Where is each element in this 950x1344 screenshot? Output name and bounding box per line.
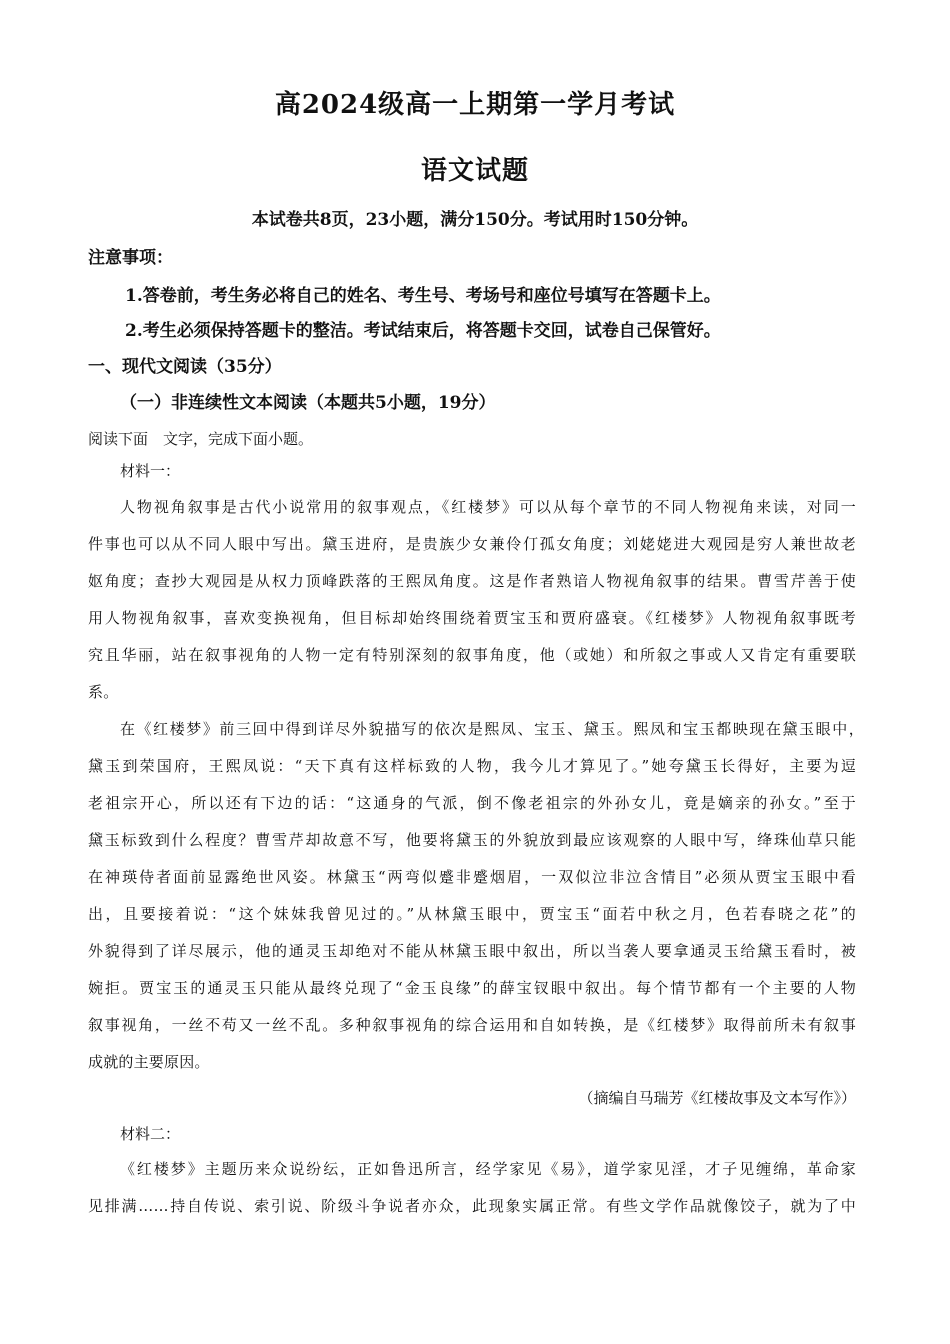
paragraph-line: 见排满……持自传说、索引说、阶级斗争说者亦众，此现象实属正常。有些文学作品就像饺子，就为了中 [88,1197,856,1215]
material-1-source: （摘编自马瑞芳《红楼故事及文本写作》） [578,1089,856,1107]
material-1-label: 材料一： [120,462,181,480]
exam-info: 本试卷共8页，23小题，满分150分。考试用时150分钟。 [251,210,699,230]
paragraph-line: 婉拒。贾宝玉的通灵玉只能从最终兑现了“金玉良缘”的薛宝钗眼中叙出。每个情节都有一个主要的人物 [88,979,856,997]
exam-title: 高2024级高一上期第一学月考试 [274,90,676,120]
subsection-heading: （一）非连续性文本阅读（本题共5小题，19分） [120,393,496,413]
notice-item-1: 1.答卷前，考生务必将自己的姓名、考生号、考场号和座位号填写在答题卡上。 [125,286,721,306]
paragraph-line: 妪角度；查抄大观园是从权力顶峰跌落的王熙凤角度。这是作者熟谙人物视角叙事的结果。曹雪芹善于使 [88,572,856,590]
notice-heading: 注意事项： [88,248,173,268]
paragraph-line: 用人物视角叙事，喜欢变换视角，但目标却始终围绕着贾宝玉和贾府盛衰。《红楼梦》人物视角叙事既考 [88,609,856,627]
paragraph-line: 出，且要接着说：“这个妹妹我曾见过的。”从林黛玉眼中，贾宝玉“面若中秋之月，色若春晓之花”的 [88,905,856,923]
notice-item-2: 2.考生必须保持答题卡的整洁。考试结束后，将答题卡交回，试卷自己保管好。 [125,321,721,341]
paragraph-line: 叙事视角，一丝不苟又一丝不乱。多种叙事视角的综合运用和自如转换，是《红楼梦》取得前所未有叙事 [88,1016,856,1034]
paragraph-line: 在神瑛侍者面前显露绝世风姿。林黛玉“两弯似蹙非蹙烟眉，一双似泣非泣含情目”必须从贾宝玉眼中看 [88,868,856,886]
material-2-label: 材料二： [120,1125,181,1143]
subject-title: 语文试题 [420,156,529,186]
paragraph-line: 究且华丽，站在叙事视角的人物一定有特别深刻的叙事角度，他（或她）和所叙之事或人又肯定有重要联 [88,646,856,664]
paragraph-line: 系。 [88,683,119,701]
reading-instruction: 阅读下面 文字，完成下面小题。 [88,430,314,448]
paragraph-line: 成就的主要原因。 [88,1053,210,1071]
paragraph-line: 《红楼梦》主题历来众说纷纭，正如鲁迅所言，经学家见《易》，道学家见淫，才子见缠绵，革命家 [120,1160,856,1178]
paragraph-line: 老祖宗开心，所以还有下边的话：“这通身的气派，倒不像老祖宗的外孙女儿，竟是嫡亲的孙女。”至于 [88,794,856,812]
paragraph-line: 黛玉标致到什么程度？曹雪芹却故意不写，他要将黛玉的外貌放到最应该观察的人眼中写，绛珠仙草只能 [88,831,856,849]
paragraph-line: 外貌得到了详尽展示，他的通灵玉却绝对不能从林黛玉眼中叙出，所以当袭人要拿通灵玉给黛玉看时，被 [88,942,856,960]
paragraph-line: 黛玉到荣国府，王熙凤说：“天下真有这样标致的人物，我今儿才算见了。”她夸黛玉长得好，主要为逗 [88,757,856,775]
paragraph-line: 件事也可以从不同人眼中写出。黛玉进府，是贵族少女兼伶仃孤女角度；刘姥姥进大观园是穷人兼世故老 [88,535,856,553]
paragraph-line: 人物视角叙事是古代小说常用的叙事观点，《红楼梦》可以从每个章节的不同人物视角来读，对同一 [120,498,856,516]
paragraph-line: 在《红楼梦》前三回中得到详尽外貌描写的依次是熙凤、宝玉、黛玉。熙凤和宝玉都映现在黛玉眼中， [120,720,864,738]
section-heading: 一、现代文阅读（35分） [88,357,282,377]
